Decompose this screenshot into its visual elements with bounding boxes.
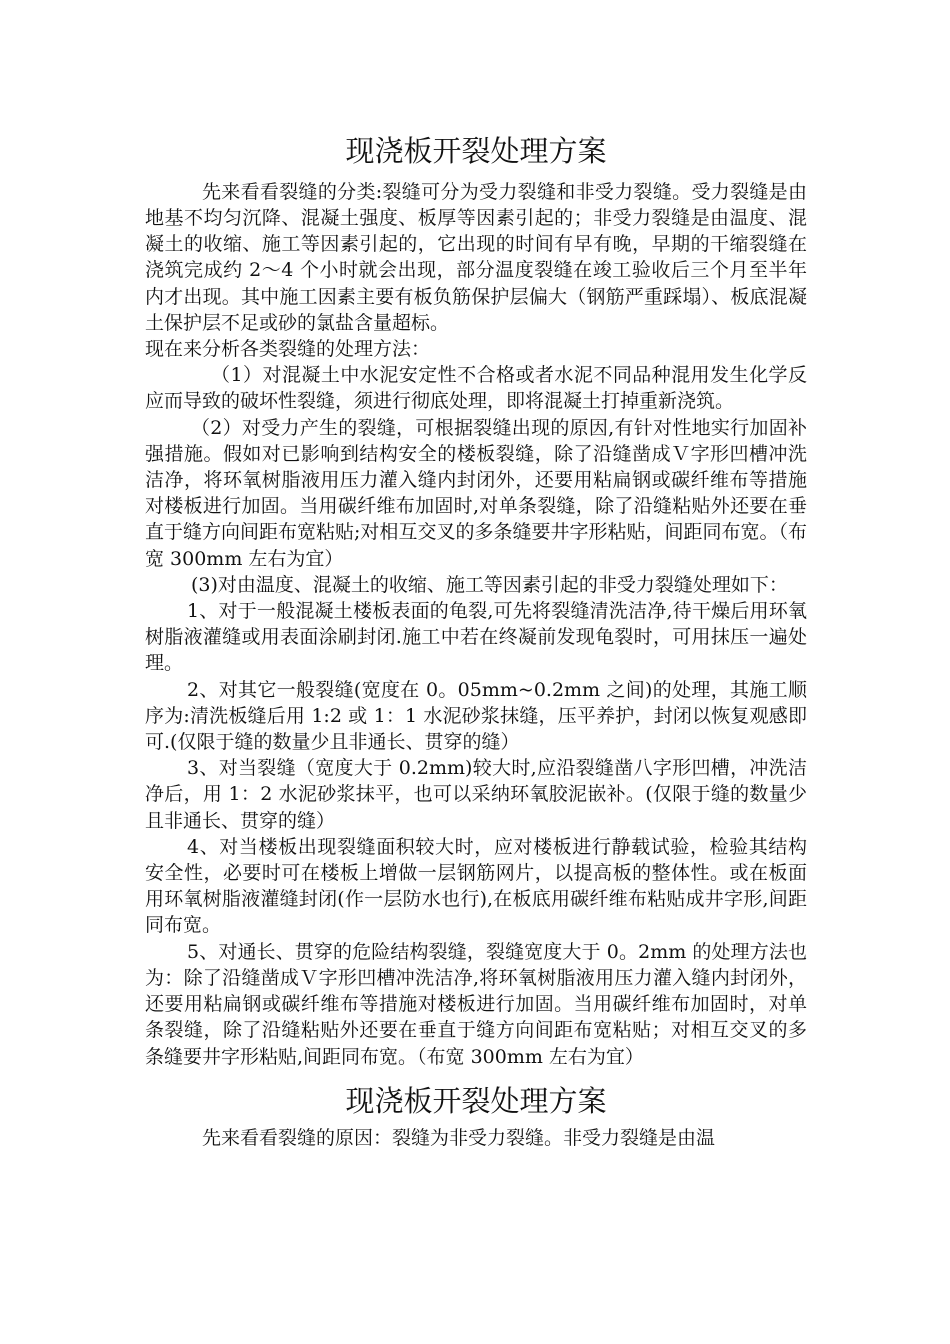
paragraph-crack-classification: 先来看看裂缝的分类:裂缝可分为受力裂缝和非受力裂缝。受力裂缝是由地基不均匀沉降、混凝土强度、板厚等因素引起的；非受力裂缝是由温度、混凝土的收缩、施工等因素引起的，它出现的时间有早有晚，早期的干缩裂缝在浇筑完成约 2～4 个小时就会出现，部分温度裂缝在竣工验收后三个月至半年内才出现。其中施工因素主要有板负筋保护层偏大（钢筋严重踩塌）、板底混凝土保护层不足或砂的氯盐含量超标。 bbox=[145, 180, 807, 334]
paragraph-item-2: （2）对受力产生的裂缝，可根据裂缝出现的原因,有针对性地实行加固补强措施。假如对已影响到结构安全的楼板裂缝，除了沿缝凿成Ｖ字形凹槽冲洗洁净，将环氧树脂液用压力灌入缝内封闭外，还要用粘扁钢或碳纤维布等措施对楼板进行加固。当用碳纤维布加固时,对单条裂缝，除了沿缝粘贴外还要在垂直于缝方向间距布宽粘贴;对相互交叉的多条缝要井字形粘贴，间距同布宽。（布宽 300mm 左右为宜） bbox=[145, 416, 807, 570]
paragraph-subitem-1: 1、对于一般混凝土楼板表面的龟裂,可先将裂缝清洗洁净,待干燥后用环氧树脂液灌缝或用表面涂刷封闭.施工中若在终凝前发现龟裂时，可用抹压一遍处理。 bbox=[145, 600, 807, 675]
paragraph-item-3: (3)对由温度、混凝土的收缩、施工等因素引起的非受力裂缝处理如下： bbox=[191, 573, 788, 596]
paragraph-subitem-4: 4、对当楼板出现裂缝面积较大时，应对楼板进行静载试验，检验其结构安全性，必要时可在楼板上增做一层钢筋网片，以提高板的整体性。或在板面用环氧树脂液灌缝封闭(作一层防水也行),在板底用碳纤维布粘贴成井字形,间距同布宽。 bbox=[145, 835, 807, 937]
paragraph-subitem-3: 3、对当裂缝（宽度大于 0.2mm)较大时,应沿裂缝凿八字形凹槽，冲洗洁净后，用 1：2 水泥砂浆抹平，也可以采纳环氧胶泥嵌补。(仅限于缝的数量少且非通长、贯穿的缝） bbox=[145, 757, 807, 832]
document-title: 现浇板开裂处理方案 bbox=[345, 134, 607, 168]
paragraph-subitem-2: 2、对其它一般裂缝(宽度在 0。05mm~0.2mm 之间)的处理，其施工顺序为:清洗板缝后用 1:2 或 1：1 水泥砂浆抹缝，压平养护，封闭以恢复观感即可.(仅限于缝的数量少且非通长、贯穿的缝） bbox=[145, 678, 807, 754]
document-title-repeat: 现浇板开裂处理方案 bbox=[345, 1083, 607, 1118]
paragraph-subitem-5: 5、对通长、贯穿的危险结构裂缝，裂缝宽度大于 0。2mm 的处理方法也为：除了沿缝凿成Ｖ字形凹槽冲洗洁净,将环氧树脂液用压力灌入缝内封闭外，还要用粘扁钢或碳纤维布等措施对楼板进行加固。当用碳纤维布加固时，对单条裂缝，除了沿缝粘贴外还要在垂直于缝方向间距布宽粘贴；对相互交叉的多条缝要井字形粘贴,间距同布宽。（布宽 300mm 左右为宜） bbox=[145, 940, 807, 1068]
paragraph-item-1: （1）对混凝土中水泥安定性不合格或者水泥不同品种混用发生化学反应而导致的破坏性裂缝，须进行彻底处理，即将混凝土打掉重新浇筑。 bbox=[145, 364, 807, 413]
document-page bbox=[145, 126, 807, 1151]
paragraph-analysis-intro: 现在来分析各类裂缝的处理方法： bbox=[145, 338, 431, 361]
paragraph-tail: 先来看看裂缝的原因：裂缝为非受力裂缝。非受力裂缝是由温 bbox=[202, 1126, 716, 1149]
